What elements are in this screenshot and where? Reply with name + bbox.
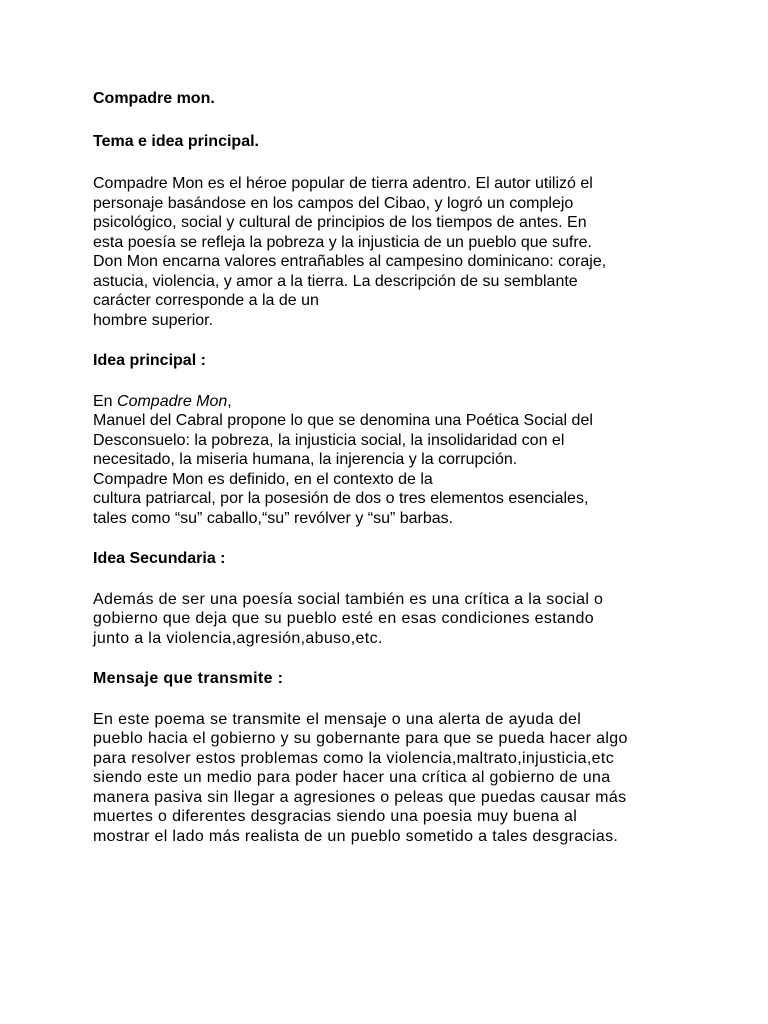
text-line: psicológico, social y cultural de principios de los tiempos de antes. En xyxy=(93,214,587,231)
text-line: tales como “su” caballo,“su” revólver y “su” barbas. xyxy=(93,509,454,527)
text-line: necesitado, la miseria humana, la injerencia y la corrupción. xyxy=(93,451,518,468)
text-line: Además de ser una poesía social también es una crítica a la social o xyxy=(93,590,604,608)
text-line: mostrar el lado más realista de un pueblo sometido a tales desgracias. xyxy=(93,827,619,845)
text-line: junto a la violencia,agresión,abuso,etc. xyxy=(93,629,383,647)
document-title: Compadre mon. xyxy=(93,90,215,107)
text-line: muertes o diferentes desgracias siendo una poesia muy buena al xyxy=(93,808,578,825)
text-line: esta poesía se refleja la pobreza y la injusticia de un pueblo que sufre. xyxy=(93,233,592,251)
text-line: Desconsuelo: la pobreza, la injusticia social, la insolidaridad con el xyxy=(93,431,565,449)
text-line: cultura patriarcal, por la posesión de dos o tres elementos esenciales, xyxy=(93,490,589,507)
intro-italic-title: Compadre Mon xyxy=(117,392,228,410)
intro-suffix: , xyxy=(227,392,232,410)
text-line: gobierno que deja que su pueblo esté en esas condiciones estando xyxy=(93,610,594,627)
text-line: Don Mon encarna valores entrañables al campesino dominicano: coraje, xyxy=(93,253,607,270)
text-line: hombre superior. xyxy=(93,311,214,329)
text-line: Compadre Mon es el héroe popular de tierra adentro. El autor utilizó el xyxy=(93,175,593,192)
text-line: personaje basándose en los campos del Cibao, y logró un complejo xyxy=(93,194,574,212)
section-heading-idea-principal: Idea principal : xyxy=(93,352,206,369)
paragraph-tema xyxy=(93,174,733,330)
text-line: para resolver estos problemas como la violencia,maltrato,injusticia,etc xyxy=(93,749,615,767)
text-line: Compadre Mon es definido, en el contexto de la xyxy=(93,470,433,488)
text-line: En este poema se transmite el mensaje o una alerta de ayuda del xyxy=(93,710,582,728)
text-line: pueblo hacia el gobierno y su gobernante para que se pueda hacer algo xyxy=(93,730,628,747)
text-line: siendo este un medio para poder hacer una crítica al gobierno de una xyxy=(93,769,611,786)
paragraph-idea-principal xyxy=(93,392,733,529)
text-line: carácter corresponde a la de un xyxy=(93,292,319,309)
section-heading-mensaje: Mensaje que transmite : xyxy=(93,670,284,687)
document-page xyxy=(93,89,733,846)
section-heading-tema: Tema e idea principal. xyxy=(93,132,259,150)
text-line: Manuel del Cabral propone lo que se denomina una Poética Social del xyxy=(93,412,593,429)
text-line-intro xyxy=(93,392,733,412)
text-line: manera pasiva sin llegar a agresiones o peleas que puedas causar más xyxy=(93,788,627,806)
section-heading-idea-secundaria: Idea Secundaria : xyxy=(93,550,226,567)
paragraph-mensaje xyxy=(93,710,733,847)
paragraph-idea-secundaria xyxy=(93,590,733,649)
intro-prefix: En xyxy=(93,392,118,410)
text-line: astucia, violencia, y amor a la tierra. La descripción de su semblante xyxy=(93,272,578,290)
